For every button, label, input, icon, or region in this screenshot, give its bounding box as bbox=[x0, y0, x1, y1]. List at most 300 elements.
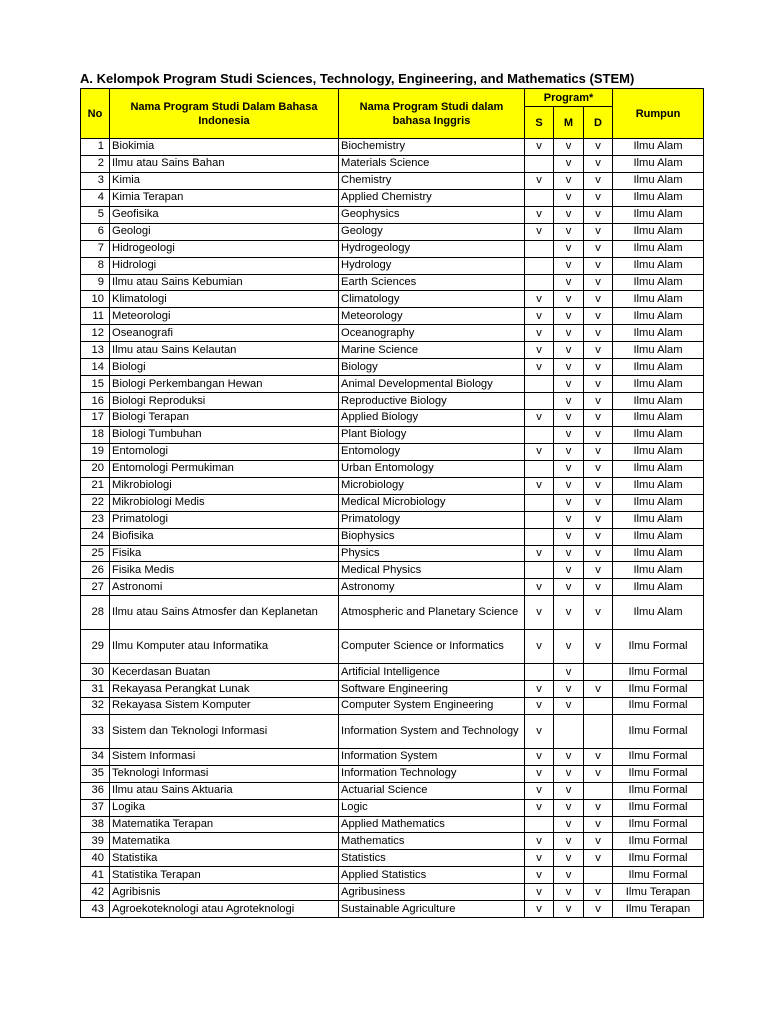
row-number: 19 bbox=[81, 443, 110, 460]
rumpun-cell: Ilmu Alam bbox=[613, 460, 704, 477]
program-m-mark: v bbox=[554, 528, 584, 545]
row-number: 34 bbox=[81, 748, 110, 765]
table-row bbox=[81, 410, 704, 427]
program-d-mark: v bbox=[584, 681, 613, 698]
program-m-mark: v bbox=[554, 223, 584, 240]
program-d-mark: v bbox=[584, 460, 613, 477]
row-number: 1 bbox=[81, 139, 110, 156]
program-m-mark bbox=[554, 714, 584, 748]
rumpun-cell: Ilmu Formal bbox=[613, 681, 704, 698]
rumpun-cell: Ilmu Alam bbox=[613, 410, 704, 427]
program-name-english: Applied Mathematics bbox=[339, 816, 525, 833]
program-d-mark: v bbox=[584, 189, 613, 206]
row-number: 38 bbox=[81, 816, 110, 833]
program-name-indonesia: Geofisika bbox=[110, 206, 339, 223]
program-name-english: Geophysics bbox=[339, 206, 525, 223]
table-row bbox=[81, 664, 704, 681]
table-row bbox=[81, 545, 704, 562]
table-row bbox=[81, 630, 704, 664]
program-d-mark: v bbox=[584, 748, 613, 765]
program-m-mark: v bbox=[554, 545, 584, 562]
program-d-mark: v bbox=[584, 765, 613, 782]
rumpun-cell: Ilmu Formal bbox=[613, 816, 704, 833]
program-s-mark: v bbox=[525, 579, 554, 596]
table-row bbox=[81, 528, 704, 545]
program-s-mark: v bbox=[525, 325, 554, 342]
row-number: 39 bbox=[81, 833, 110, 850]
table-row bbox=[81, 257, 704, 274]
program-d-mark: v bbox=[584, 274, 613, 291]
program-name-english: Meteorology bbox=[339, 308, 525, 325]
program-name-indonesia: Ilmu Komputer atau Informatika bbox=[110, 630, 339, 664]
program-name-indonesia: Mikrobiologi bbox=[110, 477, 339, 494]
row-number: 3 bbox=[81, 172, 110, 189]
program-name-english: Primatology bbox=[339, 511, 525, 528]
row-number: 42 bbox=[81, 884, 110, 901]
program-s-mark: v bbox=[525, 748, 554, 765]
rumpun-cell: Ilmu Alam bbox=[613, 274, 704, 291]
program-s-mark: v bbox=[525, 308, 554, 325]
program-name-english: Mathematics bbox=[339, 833, 525, 850]
row-number: 22 bbox=[81, 494, 110, 511]
row-number: 29 bbox=[81, 630, 110, 664]
program-m-mark: v bbox=[554, 139, 584, 156]
program-name-indonesia: Statistika Terapan bbox=[110, 867, 339, 884]
program-name-english: Plant Biology bbox=[339, 426, 525, 443]
program-name-english: Biology bbox=[339, 359, 525, 376]
program-m-mark: v bbox=[554, 850, 584, 867]
program-d-mark: v bbox=[584, 155, 613, 172]
program-s-mark: v bbox=[525, 681, 554, 698]
rumpun-cell: Ilmu Formal bbox=[613, 867, 704, 884]
program-m-mark: v bbox=[554, 393, 584, 410]
row-number: 12 bbox=[81, 325, 110, 342]
table-row bbox=[81, 291, 704, 308]
program-s-mark: v bbox=[525, 850, 554, 867]
program-d-mark: v bbox=[584, 325, 613, 342]
row-number: 40 bbox=[81, 850, 110, 867]
rumpun-cell: Ilmu Formal bbox=[613, 664, 704, 681]
table-row bbox=[81, 562, 704, 579]
rumpun-cell: Ilmu Alam bbox=[613, 376, 704, 393]
program-name-english: Materials Science bbox=[339, 155, 525, 172]
program-name-english: Microbiology bbox=[339, 477, 525, 494]
rumpun-cell: Ilmu Alam bbox=[613, 359, 704, 376]
row-number: 43 bbox=[81, 901, 110, 918]
program-name-indonesia: Ilmu atau Sains Bahan bbox=[110, 155, 339, 172]
program-s-mark bbox=[525, 494, 554, 511]
program-m-mark: v bbox=[554, 240, 584, 257]
program-d-mark: v bbox=[584, 511, 613, 528]
program-m-mark: v bbox=[554, 799, 584, 816]
program-m-mark: v bbox=[554, 816, 584, 833]
rumpun-cell: Ilmu Alam bbox=[613, 545, 704, 562]
program-name-indonesia: Primatologi bbox=[110, 511, 339, 528]
row-number: 25 bbox=[81, 545, 110, 562]
table-row bbox=[81, 325, 704, 342]
header-d: D bbox=[584, 107, 613, 139]
program-d-mark: v bbox=[584, 342, 613, 359]
rumpun-cell: Ilmu Alam bbox=[613, 206, 704, 223]
table-row bbox=[81, 596, 704, 630]
program-m-mark: v bbox=[554, 630, 584, 664]
row-number: 6 bbox=[81, 223, 110, 240]
program-name-english: Information System and Technology bbox=[339, 714, 525, 748]
program-s-mark bbox=[525, 189, 554, 206]
row-number: 10 bbox=[81, 291, 110, 308]
program-name-indonesia: Entomologi Permukiman bbox=[110, 460, 339, 477]
table-row bbox=[81, 460, 704, 477]
table-row bbox=[81, 799, 704, 816]
table-row bbox=[81, 816, 704, 833]
row-number: 24 bbox=[81, 528, 110, 545]
program-name-indonesia: Kimia Terapan bbox=[110, 189, 339, 206]
table-row bbox=[81, 782, 704, 799]
program-d-mark bbox=[584, 782, 613, 799]
table-row bbox=[81, 443, 704, 460]
rumpun-cell: Ilmu Alam bbox=[613, 393, 704, 410]
program-m-mark: v bbox=[554, 359, 584, 376]
table-row bbox=[81, 867, 704, 884]
program-name-english: Biophysics bbox=[339, 528, 525, 545]
table-row bbox=[81, 477, 704, 494]
row-number: 16 bbox=[81, 393, 110, 410]
program-name-indonesia: Hidrologi bbox=[110, 257, 339, 274]
program-name-indonesia: Klimatologi bbox=[110, 291, 339, 308]
program-d-mark: v bbox=[584, 833, 613, 850]
program-d-mark: v bbox=[584, 393, 613, 410]
rumpun-cell: Ilmu Formal bbox=[613, 748, 704, 765]
program-s-mark: v bbox=[525, 799, 554, 816]
rumpun-cell: Ilmu Alam bbox=[613, 511, 704, 528]
table-row bbox=[81, 748, 704, 765]
program-s-mark: v bbox=[525, 833, 554, 850]
table-row bbox=[81, 155, 704, 172]
program-s-mark: v bbox=[525, 206, 554, 223]
program-s-mark: v bbox=[525, 172, 554, 189]
program-d-mark: v bbox=[584, 884, 613, 901]
program-name-english: Climatology bbox=[339, 291, 525, 308]
rumpun-cell: Ilmu Terapan bbox=[613, 901, 704, 918]
row-number: 32 bbox=[81, 697, 110, 714]
program-s-mark bbox=[525, 511, 554, 528]
program-name-english: Information Technology bbox=[339, 765, 525, 782]
rumpun-cell: Ilmu Formal bbox=[613, 833, 704, 850]
program-name-english: Medical Microbiology bbox=[339, 494, 525, 511]
program-s-mark: v bbox=[525, 291, 554, 308]
program-m-mark: v bbox=[554, 291, 584, 308]
program-d-mark: v bbox=[584, 139, 613, 156]
program-m-mark: v bbox=[554, 562, 584, 579]
program-d-mark: v bbox=[584, 291, 613, 308]
program-name-english: Earth Sciences bbox=[339, 274, 525, 291]
program-d-mark: v bbox=[584, 528, 613, 545]
table-row bbox=[81, 274, 704, 291]
program-s-mark bbox=[525, 376, 554, 393]
rumpun-cell: Ilmu Alam bbox=[613, 257, 704, 274]
table-row bbox=[81, 765, 704, 782]
row-number: 18 bbox=[81, 426, 110, 443]
program-d-mark bbox=[584, 697, 613, 714]
program-m-mark: v bbox=[554, 257, 584, 274]
program-m-mark: v bbox=[554, 494, 584, 511]
program-name-indonesia: Sistem Informasi bbox=[110, 748, 339, 765]
program-m-mark: v bbox=[554, 189, 584, 206]
program-d-mark: v bbox=[584, 545, 613, 562]
rumpun-cell: Ilmu Formal bbox=[613, 799, 704, 816]
program-m-mark: v bbox=[554, 579, 584, 596]
program-d-mark: v bbox=[584, 172, 613, 189]
rumpun-cell: Ilmu Alam bbox=[613, 325, 704, 342]
table-row bbox=[81, 901, 704, 918]
program-d-mark: v bbox=[584, 240, 613, 257]
table-row bbox=[81, 189, 704, 206]
program-m-mark: v bbox=[554, 765, 584, 782]
program-d-mark: v bbox=[584, 443, 613, 460]
rumpun-cell: Ilmu Alam bbox=[613, 291, 704, 308]
program-name-indonesia: Oseanografi bbox=[110, 325, 339, 342]
row-number: 21 bbox=[81, 477, 110, 494]
program-d-mark: v bbox=[584, 359, 613, 376]
program-s-mark: v bbox=[525, 545, 554, 562]
program-d-mark bbox=[584, 714, 613, 748]
program-d-mark: v bbox=[584, 410, 613, 427]
row-number: 28 bbox=[81, 596, 110, 630]
table-row bbox=[81, 376, 704, 393]
program-m-mark: v bbox=[554, 410, 584, 427]
program-d-mark: v bbox=[584, 799, 613, 816]
table-row bbox=[81, 139, 704, 156]
rumpun-cell: Ilmu Formal bbox=[613, 782, 704, 799]
program-name-indonesia: Agribisnis bbox=[110, 884, 339, 901]
program-name-english: Statistics bbox=[339, 850, 525, 867]
program-d-mark: v bbox=[584, 562, 613, 579]
program-s-mark: v bbox=[525, 714, 554, 748]
program-name-english: Entomology bbox=[339, 443, 525, 460]
program-d-mark bbox=[584, 867, 613, 884]
program-name-indonesia: Meteorologi bbox=[110, 308, 339, 325]
header-m: M bbox=[554, 107, 584, 139]
program-name-english: Animal Developmental Biology bbox=[339, 376, 525, 393]
row-number: 7 bbox=[81, 240, 110, 257]
program-name-english: Oceanography bbox=[339, 325, 525, 342]
program-name-indonesia: Entomologi bbox=[110, 443, 339, 460]
program-name-english: Artificial Intelligence bbox=[339, 664, 525, 681]
program-d-mark: v bbox=[584, 850, 613, 867]
program-name-english: Astronomy bbox=[339, 579, 525, 596]
document-title: A. Kelompok Program Studi Sciences, Technology, Engineering, and Mathematics (STEM) bbox=[80, 71, 635, 86]
table-row bbox=[81, 240, 704, 257]
program-s-mark: v bbox=[525, 410, 554, 427]
header-nama-indonesia: Nama Program Studi Dalam Bahasa Indonesia bbox=[110, 89, 339, 139]
table-row bbox=[81, 223, 704, 240]
program-name-english: Computer Science or Informatics bbox=[339, 630, 525, 664]
program-name-english: Information System bbox=[339, 748, 525, 765]
table-row bbox=[81, 494, 704, 511]
rumpun-cell: Ilmu Alam bbox=[613, 139, 704, 156]
program-d-mark: v bbox=[584, 477, 613, 494]
program-name-indonesia: Rekayasa Sistem Komputer bbox=[110, 697, 339, 714]
program-name-indonesia: Agroekoteknologi atau Agroteknologi bbox=[110, 901, 339, 918]
program-s-mark: v bbox=[525, 596, 554, 630]
program-m-mark: v bbox=[554, 426, 584, 443]
row-number: 30 bbox=[81, 664, 110, 681]
row-number: 27 bbox=[81, 579, 110, 596]
program-name-english: Logic bbox=[339, 799, 525, 816]
program-name-indonesia: Ilmu atau Sains Kebumian bbox=[110, 274, 339, 291]
program-d-mark: v bbox=[584, 579, 613, 596]
program-m-mark: v bbox=[554, 325, 584, 342]
program-name-indonesia: Fisika bbox=[110, 545, 339, 562]
rumpun-cell: Ilmu Alam bbox=[613, 155, 704, 172]
program-m-mark: v bbox=[554, 833, 584, 850]
program-m-mark: v bbox=[554, 867, 584, 884]
program-name-indonesia: Astronomi bbox=[110, 579, 339, 596]
header-program: Program* bbox=[525, 89, 613, 107]
program-d-mark: v bbox=[584, 630, 613, 664]
program-name-indonesia: Biologi Reproduksi bbox=[110, 393, 339, 410]
program-name-indonesia: Sistem dan Teknologi Informasi bbox=[110, 714, 339, 748]
rumpun-cell: Ilmu Alam bbox=[613, 562, 704, 579]
table-row bbox=[81, 393, 704, 410]
program-name-indonesia: Fisika Medis bbox=[110, 562, 339, 579]
rumpun-cell: Ilmu Formal bbox=[613, 765, 704, 782]
rumpun-cell: Ilmu Alam bbox=[613, 308, 704, 325]
rumpun-cell: Ilmu Alam bbox=[613, 172, 704, 189]
program-name-indonesia: Geologi bbox=[110, 223, 339, 240]
program-name-indonesia: Ilmu atau Sains Atmosfer dan Keplanetan bbox=[110, 596, 339, 630]
program-s-mark bbox=[525, 528, 554, 545]
program-name-indonesia: Matematika Terapan bbox=[110, 816, 339, 833]
program-name-english: Hydrology bbox=[339, 257, 525, 274]
table-row bbox=[81, 579, 704, 596]
program-s-mark: v bbox=[525, 697, 554, 714]
header-nama-inggris: Nama Program Studi dalam bahasa Inggris bbox=[339, 89, 525, 139]
row-number: 31 bbox=[81, 681, 110, 698]
program-s-mark bbox=[525, 816, 554, 833]
program-s-mark: v bbox=[525, 630, 554, 664]
row-number: 35 bbox=[81, 765, 110, 782]
program-d-mark: v bbox=[584, 257, 613, 274]
program-name-english: Marine Science bbox=[339, 342, 525, 359]
program-name-indonesia: Ilmu atau Sains Kelautan bbox=[110, 342, 339, 359]
program-name-english: Software Engineering bbox=[339, 681, 525, 698]
program-name-indonesia: Logika bbox=[110, 799, 339, 816]
row-number: 41 bbox=[81, 867, 110, 884]
table-row bbox=[81, 884, 704, 901]
table-row bbox=[81, 697, 704, 714]
program-s-mark bbox=[525, 240, 554, 257]
program-d-mark: v bbox=[584, 596, 613, 630]
program-name-english: Biochemistry bbox=[339, 139, 525, 156]
program-name-english: Applied Statistics bbox=[339, 867, 525, 884]
table-row bbox=[81, 426, 704, 443]
program-m-mark: v bbox=[554, 596, 584, 630]
program-name-english: Actuarial Science bbox=[339, 782, 525, 799]
program-s-mark: v bbox=[525, 359, 554, 376]
program-s-mark bbox=[525, 426, 554, 443]
rumpun-cell: Ilmu Formal bbox=[613, 630, 704, 664]
program-name-english: Agribusiness bbox=[339, 884, 525, 901]
program-name-indonesia: Biofisika bbox=[110, 528, 339, 545]
program-m-mark: v bbox=[554, 511, 584, 528]
program-m-mark: v bbox=[554, 477, 584, 494]
row-number: 26 bbox=[81, 562, 110, 579]
program-m-mark: v bbox=[554, 664, 584, 681]
program-m-mark: v bbox=[554, 206, 584, 223]
rumpun-cell: Ilmu Formal bbox=[613, 714, 704, 748]
rumpun-cell: Ilmu Alam bbox=[613, 528, 704, 545]
rumpun-cell: Ilmu Alam bbox=[613, 426, 704, 443]
program-name-english: Computer System Engineering bbox=[339, 697, 525, 714]
table-row bbox=[81, 850, 704, 867]
program-d-mark: v bbox=[584, 426, 613, 443]
program-s-mark bbox=[525, 562, 554, 579]
program-name-english: Geology bbox=[339, 223, 525, 240]
program-name-indonesia: Matematika bbox=[110, 833, 339, 850]
rumpun-cell: Ilmu Formal bbox=[613, 697, 704, 714]
program-m-mark: v bbox=[554, 681, 584, 698]
row-number: 2 bbox=[81, 155, 110, 172]
program-m-mark: v bbox=[554, 884, 584, 901]
program-name-indonesia: Kecerdasan Buatan bbox=[110, 664, 339, 681]
program-d-mark bbox=[584, 664, 613, 681]
program-s-mark: v bbox=[525, 884, 554, 901]
rumpun-cell: Ilmu Terapan bbox=[613, 884, 704, 901]
row-number: 15 bbox=[81, 376, 110, 393]
rumpun-cell: Ilmu Alam bbox=[613, 579, 704, 596]
program-m-mark: v bbox=[554, 342, 584, 359]
row-number: 17 bbox=[81, 410, 110, 427]
program-d-mark: v bbox=[584, 206, 613, 223]
table-row bbox=[81, 172, 704, 189]
program-m-mark: v bbox=[554, 155, 584, 172]
program-name-indonesia: Mikrobiologi Medis bbox=[110, 494, 339, 511]
program-d-mark: v bbox=[584, 494, 613, 511]
program-d-mark: v bbox=[584, 223, 613, 240]
rumpun-cell: Ilmu Alam bbox=[613, 443, 704, 460]
program-name-english: Applied Biology bbox=[339, 410, 525, 427]
row-number: 9 bbox=[81, 274, 110, 291]
program-s-mark: v bbox=[525, 867, 554, 884]
program-m-mark: v bbox=[554, 782, 584, 799]
program-s-mark: v bbox=[525, 782, 554, 799]
program-s-mark bbox=[525, 460, 554, 477]
program-name-indonesia: Biologi bbox=[110, 359, 339, 376]
table-row bbox=[81, 342, 704, 359]
row-number: 13 bbox=[81, 342, 110, 359]
program-name-indonesia: Hidrogeologi bbox=[110, 240, 339, 257]
program-s-mark bbox=[525, 274, 554, 291]
program-name-indonesia: Kimia bbox=[110, 172, 339, 189]
program-name-indonesia: Biokimia bbox=[110, 139, 339, 156]
program-m-mark: v bbox=[554, 901, 584, 918]
program-m-mark: v bbox=[554, 697, 584, 714]
row-number: 8 bbox=[81, 257, 110, 274]
program-name-indonesia: Rekayasa Perangkat Lunak bbox=[110, 681, 339, 698]
program-s-mark: v bbox=[525, 342, 554, 359]
table-body bbox=[81, 139, 704, 918]
program-name-english: Hydrogeology bbox=[339, 240, 525, 257]
header-no: No bbox=[81, 89, 110, 139]
rumpun-cell: Ilmu Alam bbox=[613, 342, 704, 359]
program-m-mark: v bbox=[554, 443, 584, 460]
program-name-indonesia: Teknologi Informasi bbox=[110, 765, 339, 782]
row-number: 36 bbox=[81, 782, 110, 799]
rumpun-cell: Ilmu Alam bbox=[613, 494, 704, 511]
program-name-english: Medical Physics bbox=[339, 562, 525, 579]
program-name-indonesia: Biologi Tumbuhan bbox=[110, 426, 339, 443]
